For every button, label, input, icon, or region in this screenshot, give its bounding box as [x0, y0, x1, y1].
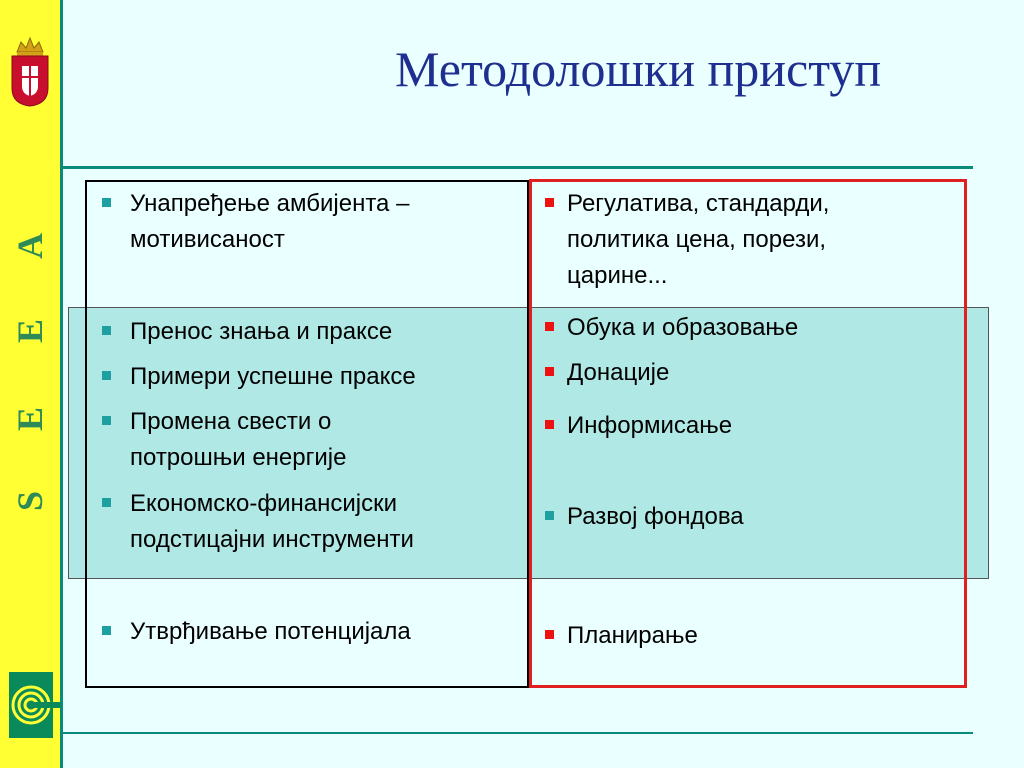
left-list-item [102, 359, 522, 395]
left-list-item [102, 404, 522, 476]
left-item-text: Пренос знања и праксе [130, 318, 393, 345]
left-item-text: Унапређење амбијента – мотивисаност [130, 190, 410, 253]
right-item-text: Регулатива, стандарди, политика цена, порези, царине... [567, 190, 830, 289]
left-item-text: Утврђивање потенцијала [130, 618, 411, 645]
bullet-icon [102, 626, 111, 635]
bullet-icon [545, 367, 554, 376]
bullet-icon [545, 322, 554, 331]
left-list-item [102, 486, 522, 558]
title-divider [60, 166, 973, 169]
left-list-item [102, 614, 522, 650]
right-list-item [545, 355, 955, 391]
sidebar-letter-s: S [10, 490, 50, 512]
sidebar-letter-e2: E [10, 319, 50, 344]
bottom-divider [60, 732, 973, 734]
sidebar-letter-e1: E [10, 407, 50, 432]
bullet-icon [545, 198, 554, 207]
bullet-icon [102, 416, 111, 425]
coat-of-arms-icon [9, 30, 51, 108]
right-item-text: Развој фондова [567, 503, 744, 530]
right-item-text: Информисање [567, 412, 733, 439]
bullet-icon [102, 326, 111, 335]
sidebar [0, 0, 60, 768]
right-item-text: Обука и образовање [567, 314, 799, 341]
sidebar-letter-a: A [10, 233, 50, 259]
page-title: Методолошки приступ [395, 41, 882, 97]
bullet-icon [102, 371, 111, 380]
left-item-text: Промена свести о потрошњи енергије [130, 408, 347, 471]
right-list-item [545, 310, 955, 346]
right-list-item [545, 186, 955, 294]
left-list-item [102, 314, 522, 350]
bullet-icon [545, 420, 554, 429]
seea-logo-icon [9, 672, 61, 738]
right-list-item [545, 499, 955, 535]
left-item-text: Примери успешне праксе [130, 363, 416, 390]
right-list-item [545, 408, 955, 444]
bullet-icon [545, 511, 554, 520]
sidebar-divider [60, 0, 63, 768]
bullet-icon [102, 198, 111, 207]
right-list-item [545, 618, 955, 654]
right-item-text: Донације [567, 359, 670, 386]
left-list-item [102, 186, 522, 258]
bullet-icon [545, 630, 554, 639]
bullet-icon [102, 498, 111, 507]
right-item-text: Планирање [567, 622, 698, 649]
left-item-text: Економско-финансијски подстицајни инструменти [130, 490, 414, 553]
